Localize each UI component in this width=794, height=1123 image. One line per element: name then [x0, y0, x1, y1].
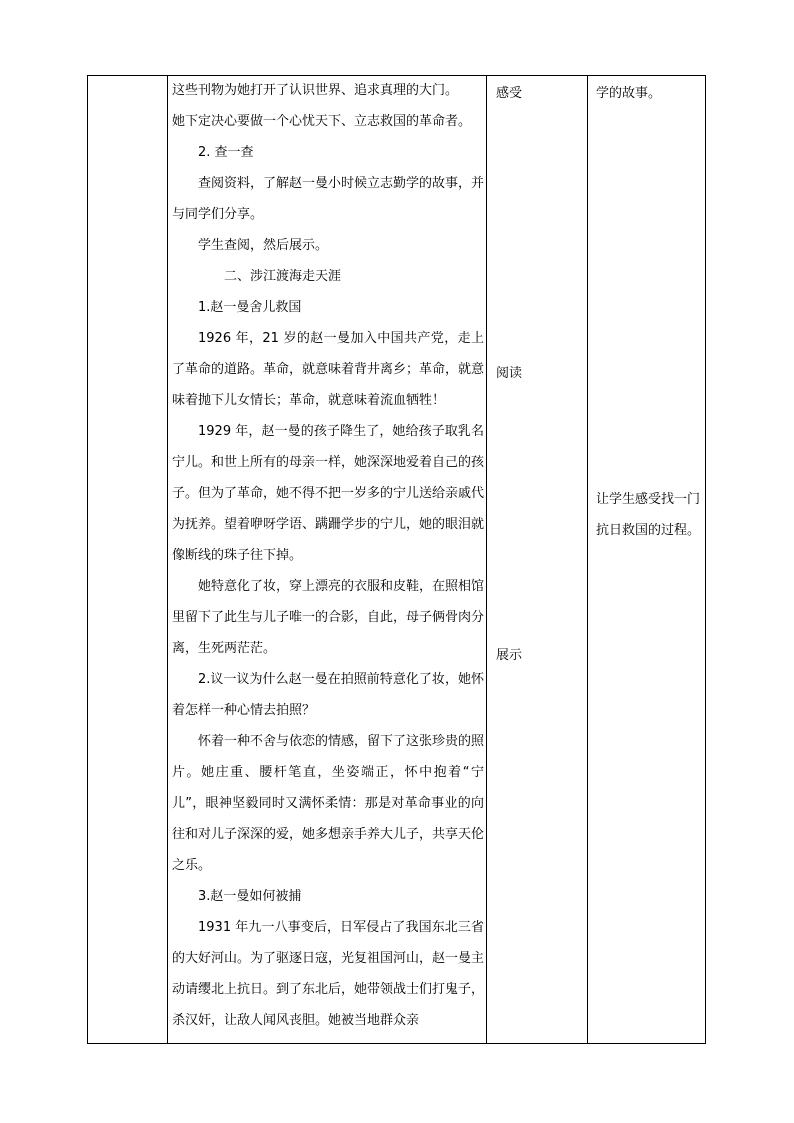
paragraph-4: 学生查阅，然后展示。 — [198, 238, 329, 253]
table-border-bottom — [87, 1043, 706, 1044]
paragraph-8: 1929 年，赵一曼的孩子降生了，她给孩子取乳名宁儿。和世上所有的母亲一样，她深深地爱着自己的孩子。但为了革命，她不得不把一岁多的宁儿送给亲戚代为抚养。望着咿呀学语、蹒跚学步的宁儿，她的眼泪就像断线的珠子往下掉。 — [172, 424, 485, 563]
paragraph-6: 1.赵一曼舍儿救国 — [198, 300, 302, 315]
activity-label-read: 阅读 — [496, 366, 523, 381]
paragraph-11: 怀着一种不舍与依恋的情感，留下了这张珍贵的照片。她庄重、腰杆笔直，坐姿端正，怀中抱着“宁儿”，眼神坚毅同时又满怀柔情：那是对革命事业的向往和对儿子深深的爱，她多想亲手养大儿子，共享天伦之乐。 — [172, 734, 485, 873]
table-border-left — [87, 75, 88, 1044]
paragraph-5: 二、涉江渡海走天涯 — [224, 269, 342, 284]
table-divider-3 — [587, 75, 588, 1044]
paragraph-12: 3.赵一曼如何被捕 — [198, 889, 302, 904]
paragraph-3: 查阅资料，了解赵一曼小时候立志勤学的故事，并与同学们分享。 — [172, 176, 485, 222]
paragraph-0: 这些刊物为她打开了认识世界、追求真理的大门。 — [172, 83, 459, 98]
design-intent-1: 学的故事。 — [596, 86, 662, 101]
paragraph-1: 她下定决心要做一个心忧天下、立志救国的革命者。 — [172, 114, 472, 129]
table-border-right — [705, 75, 706, 1044]
design-intent-2: 让学生感受找一门抗日救国的过程。 — [596, 492, 701, 538]
activity-label-show: 展示 — [496, 648, 523, 663]
paragraph-2: 2. 查一查 — [198, 145, 254, 160]
paragraph-9: 她特意化了妆，穿上漂亮的衣服和皮鞋，在照相馆里留下了此生与儿子唯一的合影，自此，母子俩骨肉分离，生死两茫茫。 — [172, 579, 485, 656]
teaching-process-column — [172, 75, 484, 1036]
activity-label-feel: 感受 — [496, 86, 523, 101]
paragraph-7: 1926 年，21 岁的赵一曼加入中国共产党，走上了革命的道路。革命，就意味着背井离乡；革命，就意味着抛下儿女情长；革命，就意味着流血牺牲！ — [172, 331, 485, 408]
paragraph-13: 1931 年九一八事变后，日军侵占了我国东北三省的大好河山。为了驱逐日寇，光复祖国河山，赵一曼主动请缨北上抗日。到了东北后，她带领战士们打鬼子，杀汉奸，让敌人闻风丧胆。她被当地群众亲 — [172, 920, 485, 1028]
paragraph-10: 2.议一议为什么赵一曼在拍照前特意化了妆，她怀着怎样一种心情去拍照？ — [172, 672, 484, 718]
table-divider-1 — [167, 75, 168, 1044]
table-divider-2 — [486, 75, 487, 1044]
